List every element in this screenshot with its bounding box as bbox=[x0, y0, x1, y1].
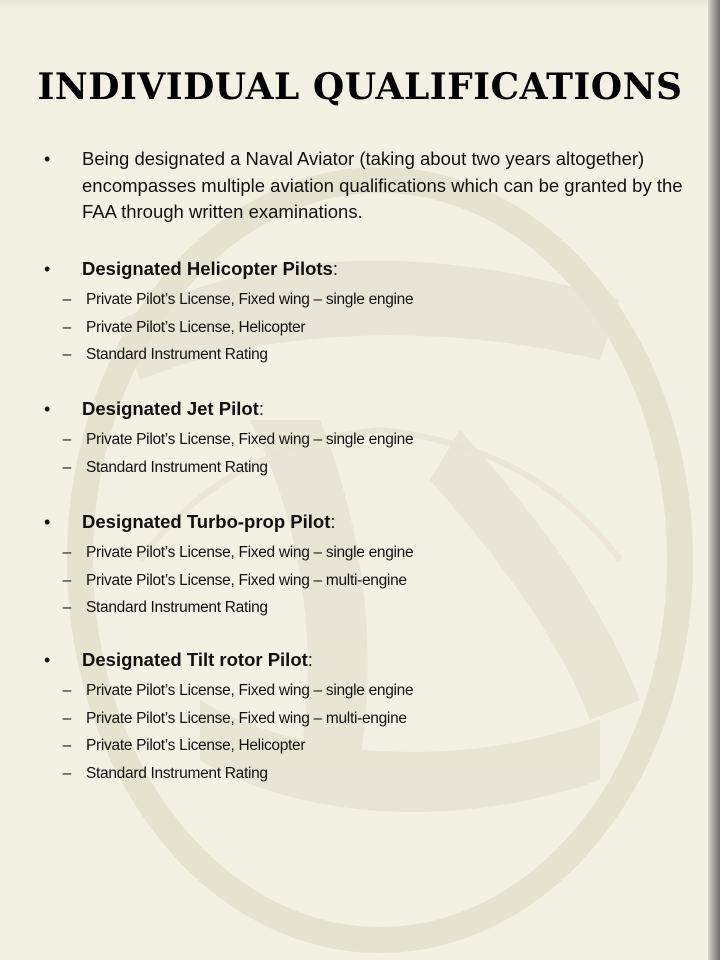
list-item bbox=[44, 705, 684, 733]
list-item bbox=[44, 426, 684, 454]
qualification-list bbox=[44, 426, 684, 481]
bullet-icon: • bbox=[44, 259, 51, 279]
list-item-text: Standard Instrument Rating bbox=[86, 458, 268, 476]
list-item bbox=[44, 539, 684, 567]
dash-icon: – bbox=[62, 571, 71, 589]
list-item bbox=[44, 760, 684, 788]
qualification-list bbox=[44, 677, 684, 787]
heading-suffix: : bbox=[258, 398, 264, 419]
qualification-list bbox=[44, 539, 684, 622]
intro-text: Being designated a Naval Aviator (taking about two years altogether) encompasses multiple aviation qualifications which can be granted by the FAA through written examinations. bbox=[82, 148, 683, 222]
list-item bbox=[44, 341, 684, 369]
list-item bbox=[44, 732, 684, 760]
dash-icon: – bbox=[62, 291, 71, 308]
heading-suffix: : bbox=[330, 511, 336, 532]
section-heading: Designated Helicopter Pilots bbox=[82, 258, 333, 279]
dash-icon: – bbox=[62, 709, 71, 727]
dash-icon: – bbox=[62, 737, 71, 754]
section-heading: Designated Jet Pilot bbox=[82, 398, 259, 419]
dash-icon: – bbox=[62, 431, 71, 448]
bullet-icon: • bbox=[44, 650, 51, 670]
dash-icon: – bbox=[62, 599, 71, 616]
list-item bbox=[44, 454, 684, 482]
frame-right-edge bbox=[708, 0, 720, 960]
dash-icon: – bbox=[62, 318, 71, 336]
list-item-text: Private Pilot’s License, Fixed wing – multi-engine bbox=[86, 709, 407, 727]
list-item-text: Private Pilot’s License, Helicopter bbox=[86, 737, 306, 754]
list-item-text: Standard Instrument Rating bbox=[86, 599, 268, 616]
intro-bullet bbox=[44, 146, 684, 226]
list-item bbox=[44, 594, 684, 622]
list-item-text: Private Pilot’s License, Helicopter bbox=[86, 318, 306, 336]
slide-title: INDIVIDUAL QUALIFICATIONS bbox=[37, 66, 683, 108]
list-item-text: Standard Instrument Rating bbox=[86, 346, 268, 363]
list-item-text: Private Pilot’s License, Fixed wing – single engine bbox=[86, 431, 414, 448]
list-item-text: Private Pilot’s License, Fixed wing – single engine bbox=[86, 291, 414, 308]
list-item bbox=[44, 286, 684, 314]
section-tilt-rotor bbox=[44, 647, 684, 787]
list-item-text: Private Pilot’s License, Fixed wing – single engine bbox=[86, 544, 414, 561]
heading-suffix: : bbox=[307, 649, 313, 670]
section-turbo-prop bbox=[44, 509, 684, 622]
list-item-text: Standard Instrument Rating bbox=[86, 764, 268, 782]
list-item-text: Private Pilot’s License, Fixed wing – single engine bbox=[86, 682, 414, 699]
section-heading: Designated Tilt rotor Pilot bbox=[82, 649, 308, 670]
heading-suffix: : bbox=[332, 258, 338, 279]
section-helicopter bbox=[44, 256, 684, 369]
section-heading: Designated Turbo-prop Pilot bbox=[82, 511, 331, 532]
bullet-icon: • bbox=[44, 399, 51, 419]
qualification-list bbox=[44, 286, 684, 369]
dash-icon: – bbox=[62, 544, 71, 561]
list-item bbox=[44, 567, 684, 595]
dash-icon: – bbox=[62, 346, 71, 363]
list-item-text: Private Pilot’s License, Fixed wing – multi-engine bbox=[86, 571, 407, 589]
bullet-icon: • bbox=[44, 512, 51, 532]
dash-icon: – bbox=[62, 458, 71, 476]
list-item bbox=[44, 314, 684, 342]
bullet-icon: • bbox=[44, 149, 51, 169]
section-jet bbox=[44, 396, 684, 481]
dash-icon: – bbox=[62, 764, 71, 782]
list-item bbox=[44, 677, 684, 705]
dash-icon: – bbox=[62, 682, 71, 699]
